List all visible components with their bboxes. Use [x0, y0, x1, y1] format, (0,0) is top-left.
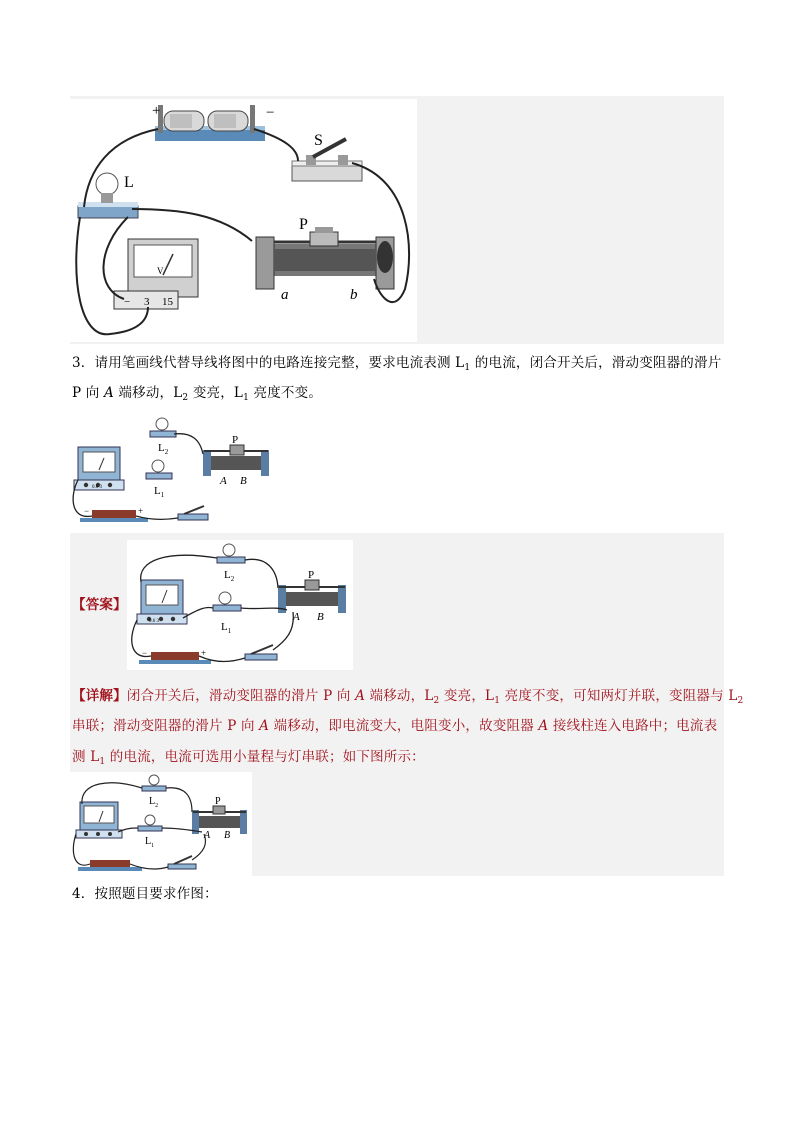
ammeter-scale: 0.6 3: [149, 619, 159, 624]
rheostat-p: P: [232, 434, 239, 446]
wire: [174, 434, 203, 454]
battery-plus: +: [138, 506, 144, 516]
rheostat-a: A: [293, 611, 300, 623]
rheostat-p: P: [299, 216, 308, 233]
bulb-l1: [146, 460, 172, 479]
bulb-l1-label: $L_1$: [145, 836, 155, 849]
circuit-figure-detail: [70, 772, 252, 876]
rheostat-b: b: [350, 287, 358, 303]
voltmeter-minus: −: [124, 296, 131, 308]
ammeter: [137, 580, 187, 624]
battery-minus: −: [266, 105, 275, 121]
circuit-figure-answer: [127, 540, 353, 670]
rheostat-b: B: [317, 611, 324, 623]
rheostat-p: P: [308, 569, 315, 581]
battery-plus: +: [201, 648, 207, 658]
rheostat-b: B: [240, 475, 247, 487]
detail-line-1: 【详解】闭合开关后，滑动变阻器的滑片 P 向 A 端移动，$L_2$ 变亮，$L_1$ 亮度不变，可知两灯并联，变阻器与 $L_2$: [72, 688, 744, 706]
battery-minus: −: [84, 506, 90, 516]
question-3-line-2: P 向 A 端移动，$L_2$ 变亮，$L_1$ 亮度不变。: [72, 385, 323, 403]
ammeter: [74, 447, 124, 490]
switch-label: S: [314, 132, 323, 149]
rheostat-b: B: [224, 830, 231, 841]
bulb-label: L: [124, 174, 134, 191]
rheostat: [203, 445, 269, 476]
voltmeter-15: 15: [162, 296, 173, 308]
battery-minus: −: [142, 648, 148, 658]
question-4: 4．按照题目要求作图：: [72, 886, 218, 902]
bulb-l2-label: $L_2$: [224, 569, 235, 583]
circuit-figure-1: [70, 99, 417, 342]
ammeter-scale: 0.6 3: [92, 485, 102, 490]
ammeter: [76, 802, 122, 838]
rheostat-a: A: [204, 830, 211, 841]
rheostat-a: a: [281, 287, 289, 303]
bulb-l2-label: $L_2$: [158, 442, 169, 456]
voltmeter-v: V: [157, 266, 164, 276]
bulb-l1-label: $L_1$: [221, 621, 232, 635]
switch: [178, 506, 208, 520]
circuit-figure-question: [70, 410, 275, 528]
bulb-l1-label: $L_1$: [154, 485, 165, 499]
detail-line-3: 测 $L_1$ 的电流，电流可选用小量程与灯串联；如下图所示：: [72, 749, 425, 767]
bulb-l2: [150, 418, 176, 437]
rheostat-a: A: [220, 475, 227, 487]
voltmeter-3: 3: [144, 296, 150, 308]
detail-line-2: 串联；滑动变阻器的滑片 P 向 A 端移动，即电流变大，电阻变小，故变阻器 A 接线柱连入电路中；电流表: [72, 718, 718, 734]
bulb-l2-label: $L_2$: [149, 796, 159, 809]
question-3-line-1: 3．请用笔画线代替导线将图中的电路连接完整，要求电流表测 $L_1$ 的电流，闭合开关后，滑动变阻器的滑片: [72, 355, 722, 373]
rheostat-p: P: [215, 796, 221, 807]
battery-plus: +: [152, 103, 161, 119]
answer-label: 【答案】: [72, 597, 127, 613]
